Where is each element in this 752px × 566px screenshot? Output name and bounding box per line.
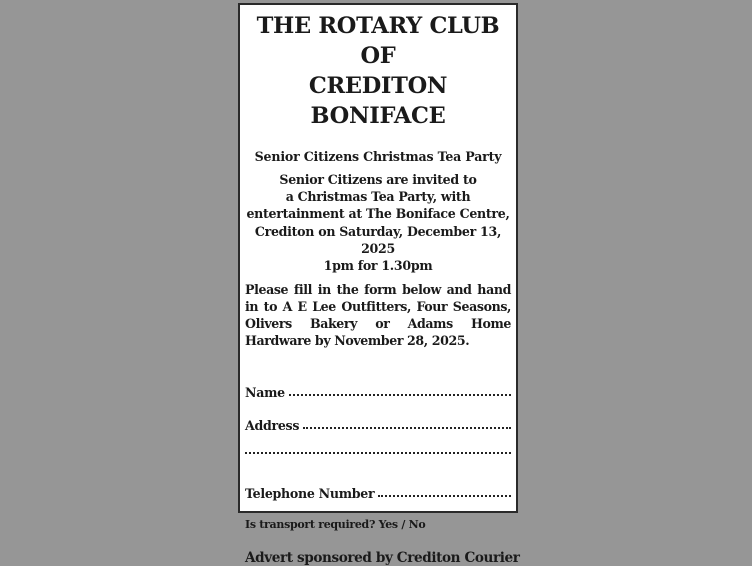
title-line-2: CREDITON BONIFACE [308,73,448,129]
invite-line: Senior Citizens are invited to [279,172,477,187]
address-line-2-field[interactable] [245,453,511,470]
invite-line: a Christmas Tea Party, with [285,189,471,205]
instructions: Please fill in the form below and hand in to A E Lee Outfitters, Four Seasons, Olivers Bakery or Adams Home Hardware by November 28, 2025. [245,282,511,349]
invite-line: entertainment at The Boniface Centre, [246,206,510,222]
address-field[interactable] [245,418,511,435]
sponsor-text: Advert sponsored by Crediton Courier [245,550,520,566]
telephone-dotted-line[interactable] [378,495,511,497]
transport-question: Is transport required? Yes / No [245,518,426,532]
invite-line: Crediton on Saturday, December 13, 2025 [254,223,502,256]
invitation-text [245,171,511,274]
address-dotted-line[interactable] [303,427,511,429]
name-field[interactable] [245,385,511,402]
address-label: Address [245,418,300,434]
event-subtitle: Senior Citizens Christmas Tea Party [254,149,502,164]
title-line-1: THE ROTARY CLUB OF [256,13,500,69]
invite-line: 1pm for 1.30pm [323,258,433,274]
telephone-label: Telephone Number [245,486,375,502]
advert [238,3,520,566]
telephone-field[interactable] [245,486,511,503]
name-label: Name [245,385,285,401]
address-line-2-dotted-line[interactable] [245,452,511,454]
advert-title [245,11,511,131]
name-dotted-line[interactable] [289,394,511,396]
